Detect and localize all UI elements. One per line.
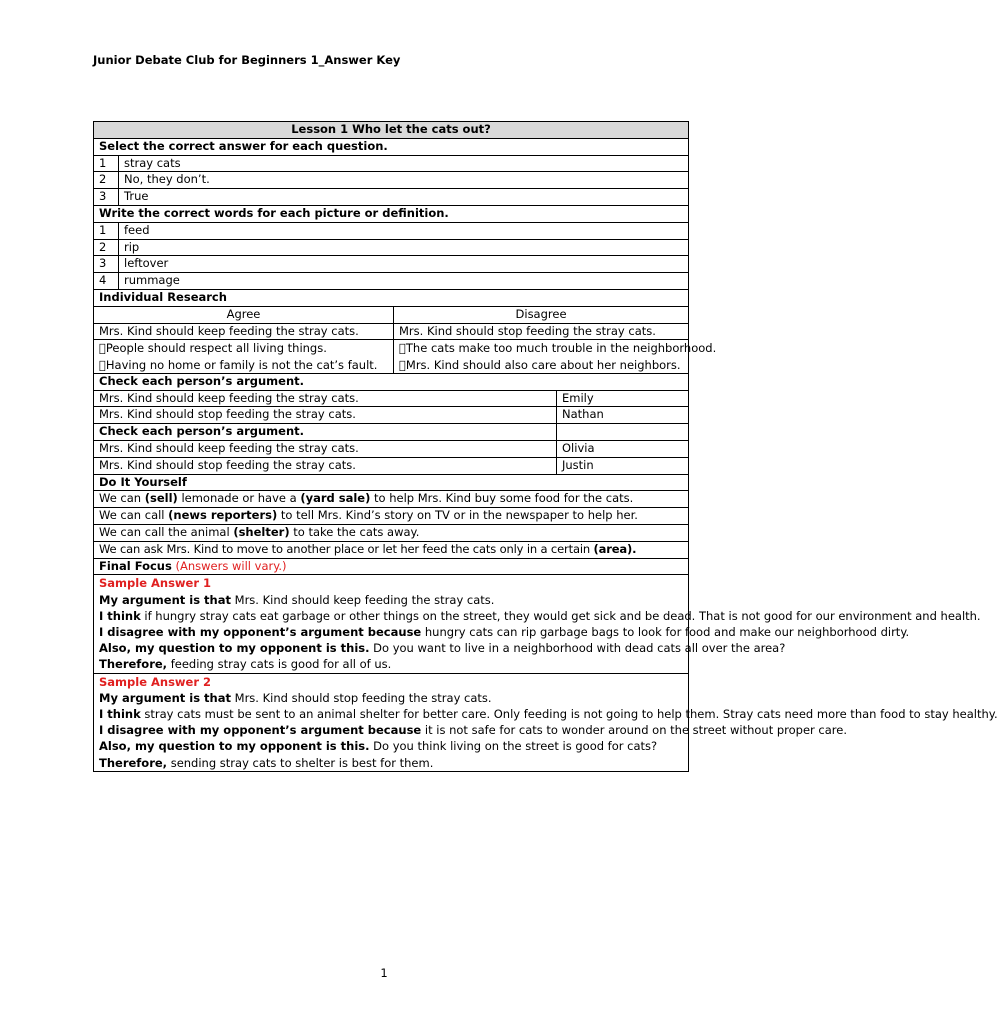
do-it-row xyxy=(94,491,689,508)
answer-text: rummage xyxy=(119,273,689,290)
answer-text: leftover xyxy=(119,256,689,273)
answer-row xyxy=(94,239,689,256)
agree-label: Agree xyxy=(94,306,394,323)
document-title: Junior Debate Club for Beginners 1_Answer Key xyxy=(93,53,401,67)
disagree-label: Disagree xyxy=(394,306,689,323)
item-number: 2 xyxy=(94,172,119,189)
research-header-row xyxy=(94,306,689,323)
sample-paragraph: Also, my question to my opponent is this. Do you think living on the street is good for cats? xyxy=(99,739,658,754)
check-row xyxy=(94,407,689,424)
sample-paragraph: I disagree with my opponent’s argument because it is not safe for cats to wonder around on the street without proper care. xyxy=(99,723,848,738)
answer-row xyxy=(94,222,689,239)
person-name: Olivia xyxy=(557,440,689,457)
empty-cell xyxy=(557,424,689,441)
final-focus-note: (Answers will vary.) xyxy=(175,558,287,573)
sample-paragraph: I think if hungry stray cats eat garbage or other things on the street, they would get sick and be dead. That is not good for our environment and health. xyxy=(99,608,981,623)
sample-paragraph: I think stray cats must be sent to an animal shelter for better care. Only feeding is not going to help them. Stray cats need more than food to stay healthy. xyxy=(99,706,998,721)
sample-title: Sample Answer 1 xyxy=(99,576,212,591)
do-it-text: We can call the animal (shelter) to take the cats away. xyxy=(94,524,689,541)
do-it-text: We can (sell) lemonade or have a (yard sale) to help Mrs. Kind buy some food for the cats. xyxy=(94,491,689,508)
person-name: Emily xyxy=(557,390,689,407)
check-row xyxy=(94,440,689,457)
answer-text: rip xyxy=(119,239,689,256)
do-it-row xyxy=(94,541,689,558)
answer-row xyxy=(94,189,689,206)
answer-text: stray cats xyxy=(119,155,689,172)
reason:  People should respect all living things. xyxy=(99,341,327,356)
do-it-row xyxy=(94,524,689,541)
claim-text: Mrs. Kind should stop feeding the stray cats. xyxy=(94,457,557,474)
person-name: Nathan xyxy=(557,407,689,424)
claim-text: Mrs. Kind should keep feeding the stray cats. xyxy=(94,440,557,457)
item-number: 1 xyxy=(94,222,119,239)
lesson-header-row xyxy=(94,122,689,139)
check-row xyxy=(94,457,689,474)
section-heading: Check each person’s argument. xyxy=(94,424,557,441)
section-heading: Write the correct words for each picture or definition. xyxy=(94,205,689,222)
sample-answer-block xyxy=(94,673,998,771)
page-number: 1 xyxy=(380,966,388,980)
section-heading: Do It Yourself xyxy=(94,474,689,491)
agree-claim: Mrs. Kind should keep feeding the stray cats. xyxy=(94,323,394,340)
sample-answer-2 xyxy=(94,673,689,771)
sample-paragraph: My argument is that Mrs. Kind should stop feeding the stray cats. xyxy=(99,690,492,705)
answer-row xyxy=(94,155,689,172)
section-heading: Check each person’s argument. xyxy=(94,373,689,390)
sample-paragraph: Therefore, feeding stray cats is good for all of us. xyxy=(99,657,392,672)
claim-text: Mrs. Kind should stop feeding the stray cats. xyxy=(94,407,557,424)
final-focus-heading: Final Focus (Answers will vary.) xyxy=(94,558,689,575)
answer-row xyxy=(94,172,689,189)
sample-paragraph: Therefore, sending stray cats to shelter is best for them. xyxy=(99,755,434,770)
disagree-claim: Mrs. Kind should stop feeding the stray cats. xyxy=(394,323,689,340)
answer-text: feed xyxy=(119,222,689,239)
section-heading: Individual Research xyxy=(94,289,689,306)
item-number: 3 xyxy=(94,256,119,273)
do-it-text: We can ask Mrs. Kind to move to another place or let her feed the cats only in a certain (area). xyxy=(94,541,689,558)
answer-key-table xyxy=(93,121,998,772)
sample-paragraph: My argument is that Mrs. Kind should keep feeding the stray cats. xyxy=(99,592,495,607)
reason:  Having no home or family is not the cat’s fault. xyxy=(99,357,378,372)
research-claim-row xyxy=(94,323,689,340)
reason:  The cats make too much trouble in the neighborhood. xyxy=(399,341,717,356)
lesson-title: Lesson 1 Who let the cats out? xyxy=(94,122,689,139)
check-row xyxy=(94,390,689,407)
sample-title: Sample Answer 2 xyxy=(99,674,212,689)
answer-text: No, they don’t. xyxy=(119,172,689,189)
answer-row xyxy=(94,273,689,290)
sample-answer-block xyxy=(94,575,981,673)
final-focus-row xyxy=(94,558,689,575)
person-name: Justin xyxy=(557,457,689,474)
answer-row xyxy=(94,256,689,273)
section-heading: Select the correct answer for each question. xyxy=(94,138,689,155)
item-number: 2 xyxy=(94,239,119,256)
answer-text: True xyxy=(119,189,689,206)
research-reasons-row xyxy=(94,340,689,373)
reason:  Mrs. Kind should also care about her neighbors. xyxy=(399,357,681,372)
agree-reasons xyxy=(94,340,394,373)
do-it-text: We can call (news reporters) to tell Mrs. Kind’s story on TV or in the newspaper to help her. xyxy=(94,508,689,525)
claim-text: Mrs. Kind should keep feeding the stray cats. xyxy=(94,390,557,407)
item-number: 4 xyxy=(94,273,119,290)
do-it-row xyxy=(94,508,689,525)
item-number: 3 xyxy=(94,189,119,206)
sample-paragraph: I disagree with my opponent’s argument because hungry cats can rip garbage bags to look for food and make our neighborhood dirty. xyxy=(99,624,910,639)
disagree-reasons xyxy=(394,340,717,373)
sample-answer-1 xyxy=(94,575,689,673)
item-number: 1 xyxy=(94,155,119,172)
sample-paragraph: Also, my question to my opponent is this. Do you want to live in a neighborhood with dead cats all over the area? xyxy=(99,641,786,656)
